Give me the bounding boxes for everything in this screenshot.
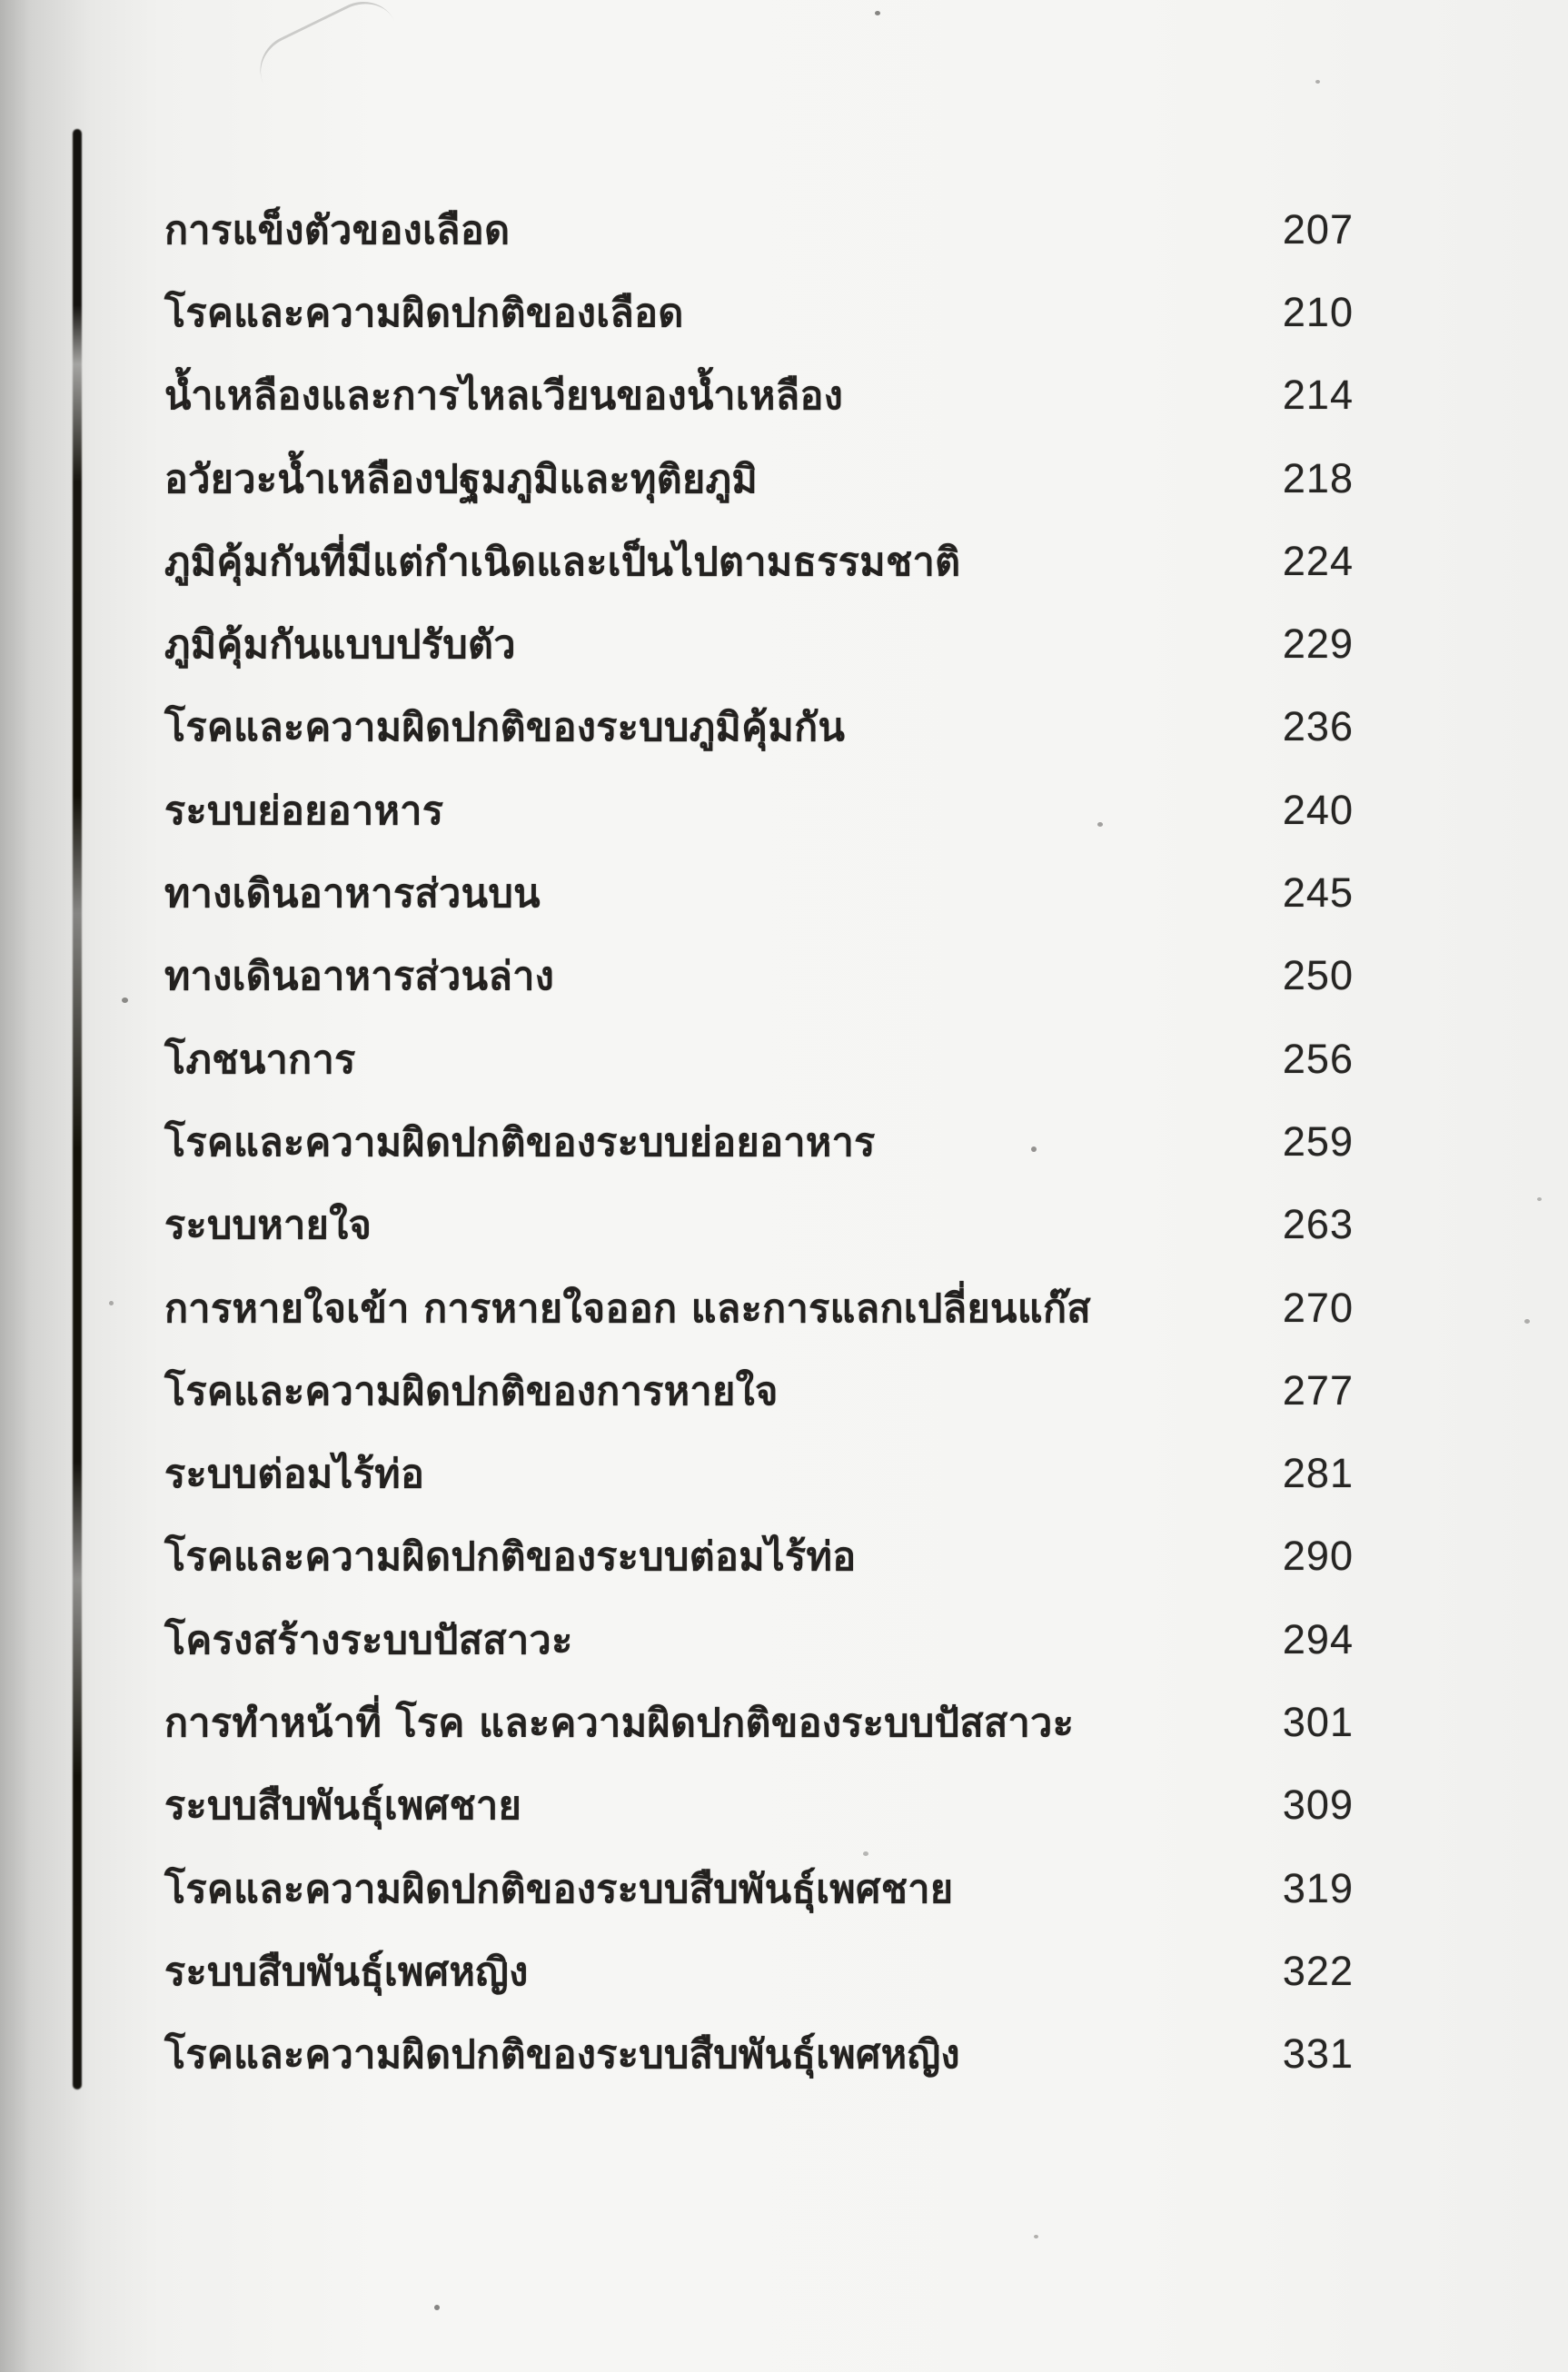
toc-entry-title: ระบบหายใจ — [164, 1203, 372, 1249]
toc-entry-page-number: 229 — [1282, 620, 1354, 668]
toc-row — [164, 1598, 1354, 1681]
toc-row — [164, 851, 1354, 934]
toc-row — [164, 354, 1354, 437]
toc-entry-title: โภชนาการ — [164, 1037, 356, 1083]
scan-speck — [1315, 80, 1320, 84]
toc-row — [164, 520, 1354, 602]
scan-speck — [1524, 1319, 1530, 1324]
toc-entry-page-number: 259 — [1282, 1117, 1354, 1165]
toc-entry-title: ทางเดินอาหารส่วนบน — [164, 871, 541, 918]
toc-entry-page-number: 214 — [1282, 372, 1354, 419]
toc-entry-page-number: 319 — [1282, 1864, 1354, 1911]
toc-entry-title: ภูมิคุ้มกันแบบปรับตัว — [164, 622, 516, 669]
toc-entry-page-number: 207 — [1282, 205, 1354, 253]
toc-row — [164, 1017, 1354, 1100]
toc-entry-page-number: 236 — [1282, 703, 1354, 750]
toc-entry-page-number: 281 — [1282, 1450, 1354, 1497]
toc-row — [164, 1266, 1354, 1349]
toc-row — [164, 188, 1354, 271]
toc-entry-title: ระบบต่อมไร้ท่อ — [164, 1452, 425, 1498]
paper-crease-mark — [249, 0, 410, 114]
toc-entry-title: โรคและความผิดปกติของระบบสืบพันธุ์เพศชาย — [164, 1866, 954, 1912]
toc-entry-title: โรคและความผิดปกติของเลือด — [164, 290, 684, 336]
toc-entry-title: อวัยวะน้ำเหลืองปฐมภูมิและทุติยภูมิ — [164, 456, 759, 502]
toc-entry-title: ระบบสืบพันธุ์เพศหญิง — [164, 1949, 529, 1995]
toc-row — [164, 1681, 1354, 1763]
toc-entry-title: โรคและความผิดปกติของระบบย่อยอาหาร — [164, 1119, 876, 1166]
toc-row — [164, 1930, 1354, 2012]
toc-entry-title: โรคและความผิดปกติของระบบต่อมไร้ท่อ — [164, 1534, 857, 1581]
toc-entry-page-number: 277 — [1282, 1366, 1354, 1414]
toc-entry-page-number: 309 — [1282, 1781, 1354, 1829]
toc-entry-title: ระบบย่อยอาหาร — [164, 788, 444, 834]
toc-entry-title: การทำหน้าที่ โรค และความผิดปกติของระบบปัสสาวะ — [164, 1700, 1075, 1746]
toc-row — [164, 1349, 1354, 1432]
toc-entry-page-number: 218 — [1282, 454, 1354, 501]
scan-speck — [109, 1301, 114, 1305]
toc-entry-title: โรคและความผิดปกติของการหายใจ — [164, 1368, 779, 1414]
scan-speck — [1034, 2235, 1038, 2238]
toc-entry-title: โรคและความผิดปกติของระบบภูมิคุ้มกัน — [164, 705, 846, 751]
scan-speck — [122, 997, 128, 1003]
toc-entry-title: การหายใจเข้า การหายใจออก และการแลกเปลี่ยนแก๊ส — [164, 1285, 1092, 1332]
toc-entry-page-number: 210 — [1282, 288, 1354, 335]
toc-entry-title: โครงสร้างระบบปัสสาวะ — [164, 1617, 573, 1663]
toc-entry-page-number: 290 — [1282, 1533, 1354, 1580]
toc-entry-page-number: 240 — [1282, 786, 1354, 833]
toc-entry-page-number: 270 — [1282, 1284, 1354, 1331]
toc-entry-title: น้ำเหลืองและการไหลเวียนของน้ำเหลือง — [164, 373, 844, 420]
toc-row — [164, 1847, 1354, 1930]
toc-entry-title: โรคและความผิดปกติของระบบสืบพันธุ์เพศหญิง — [164, 2032, 960, 2079]
scan-speck — [434, 2305, 440, 2310]
toc-row — [164, 686, 1354, 769]
scan-speck — [1031, 1146, 1037, 1152]
scan-spine-shadow-line — [73, 129, 82, 2089]
toc-row — [164, 437, 1354, 520]
toc-row — [164, 1764, 1354, 1847]
toc-row — [164, 2013, 1354, 2096]
toc-entry-page-number: 263 — [1282, 1201, 1354, 1248]
scan-speck — [1097, 822, 1103, 827]
toc-row — [164, 271, 1354, 353]
toc-entry-page-number: 224 — [1282, 537, 1354, 584]
toc-entry-page-number: 294 — [1282, 1615, 1354, 1662]
toc-row — [164, 1184, 1354, 1266]
toc-entry-page-number: 301 — [1282, 1698, 1354, 1745]
toc-entry-page-number: 322 — [1282, 1947, 1354, 1994]
toc-entry-title: ทางเดินอาหารส่วนล่าง — [164, 954, 555, 1000]
toc-row — [164, 1515, 1354, 1598]
scan-speck — [863, 1851, 868, 1856]
toc-entry-title: ภูมิคุ้มกันที่มีแต่กำเนิดและเป็นไปตามธรรมชาติ — [164, 539, 961, 585]
scan-speck — [1537, 1197, 1542, 1201]
toc-entry-page-number: 331 — [1282, 2030, 1354, 2078]
toc-row — [164, 935, 1354, 1017]
toc-row — [164, 769, 1354, 851]
toc-entry-title: การแข็งตัวของเลือด — [164, 207, 511, 253]
toc-entry-title: ระบบสืบพันธุ์เพศชาย — [164, 1783, 522, 1830]
toc-row — [164, 602, 1354, 685]
toc-entry-page-number: 245 — [1282, 869, 1354, 917]
toc-entry-page-number: 256 — [1282, 1035, 1354, 1082]
table-of-contents — [164, 188, 1354, 2096]
toc-row — [164, 1432, 1354, 1514]
scan-speck — [875, 11, 880, 15]
toc-entry-page-number: 250 — [1282, 952, 1354, 999]
toc-row — [164, 1100, 1354, 1183]
